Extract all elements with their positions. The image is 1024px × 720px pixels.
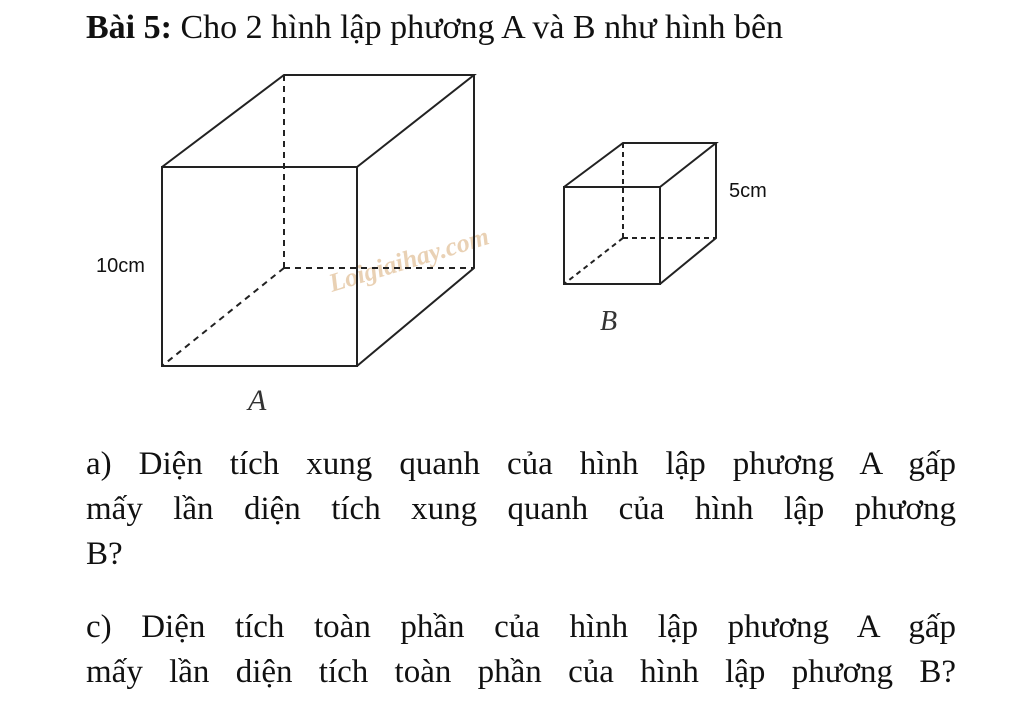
cube-a-edge-label: 10cm <box>96 255 145 277</box>
cube-b-name-label: B <box>600 306 618 337</box>
cube-b-hidden-edge <box>564 238 623 284</box>
cube-a <box>162 75 474 366</box>
watermark-text: Loigiaihay.com <box>325 221 493 298</box>
cube-a-hidden-edge <box>162 268 284 366</box>
question-c <box>86 605 956 695</box>
question-a-line-2: mấy lần diện tích xung quanh của hình lập phương <box>86 491 956 527</box>
cube-a-front-face <box>162 167 357 366</box>
cube-b-front-face <box>564 187 660 284</box>
exercise-label: Bài 5: <box>86 9 172 46</box>
cube-b-top-edges <box>564 143 716 187</box>
question-c-line-1: c) Diện tích toàn phần của hình lập phương A gấp <box>86 609 956 645</box>
cube-a-top-edges <box>162 75 474 167</box>
cube-b-edge-label: 5cm <box>729 180 767 202</box>
cube-b <box>564 143 716 284</box>
cube-a-name-label: A <box>248 384 267 417</box>
exercise-text: Cho 2 hình lập phương A và B như hình bên <box>180 9 784 46</box>
question-c-line-2: mấy lần diện tích toàn phần của hình lập phương B? <box>86 654 956 690</box>
question-a-line-3: B? <box>86 536 123 572</box>
question-a <box>86 442 956 577</box>
cube-a-right-edges <box>357 75 474 366</box>
question-a-line-1: a) Diện tích xung quanh của hình lập phương A gấp <box>86 446 956 482</box>
